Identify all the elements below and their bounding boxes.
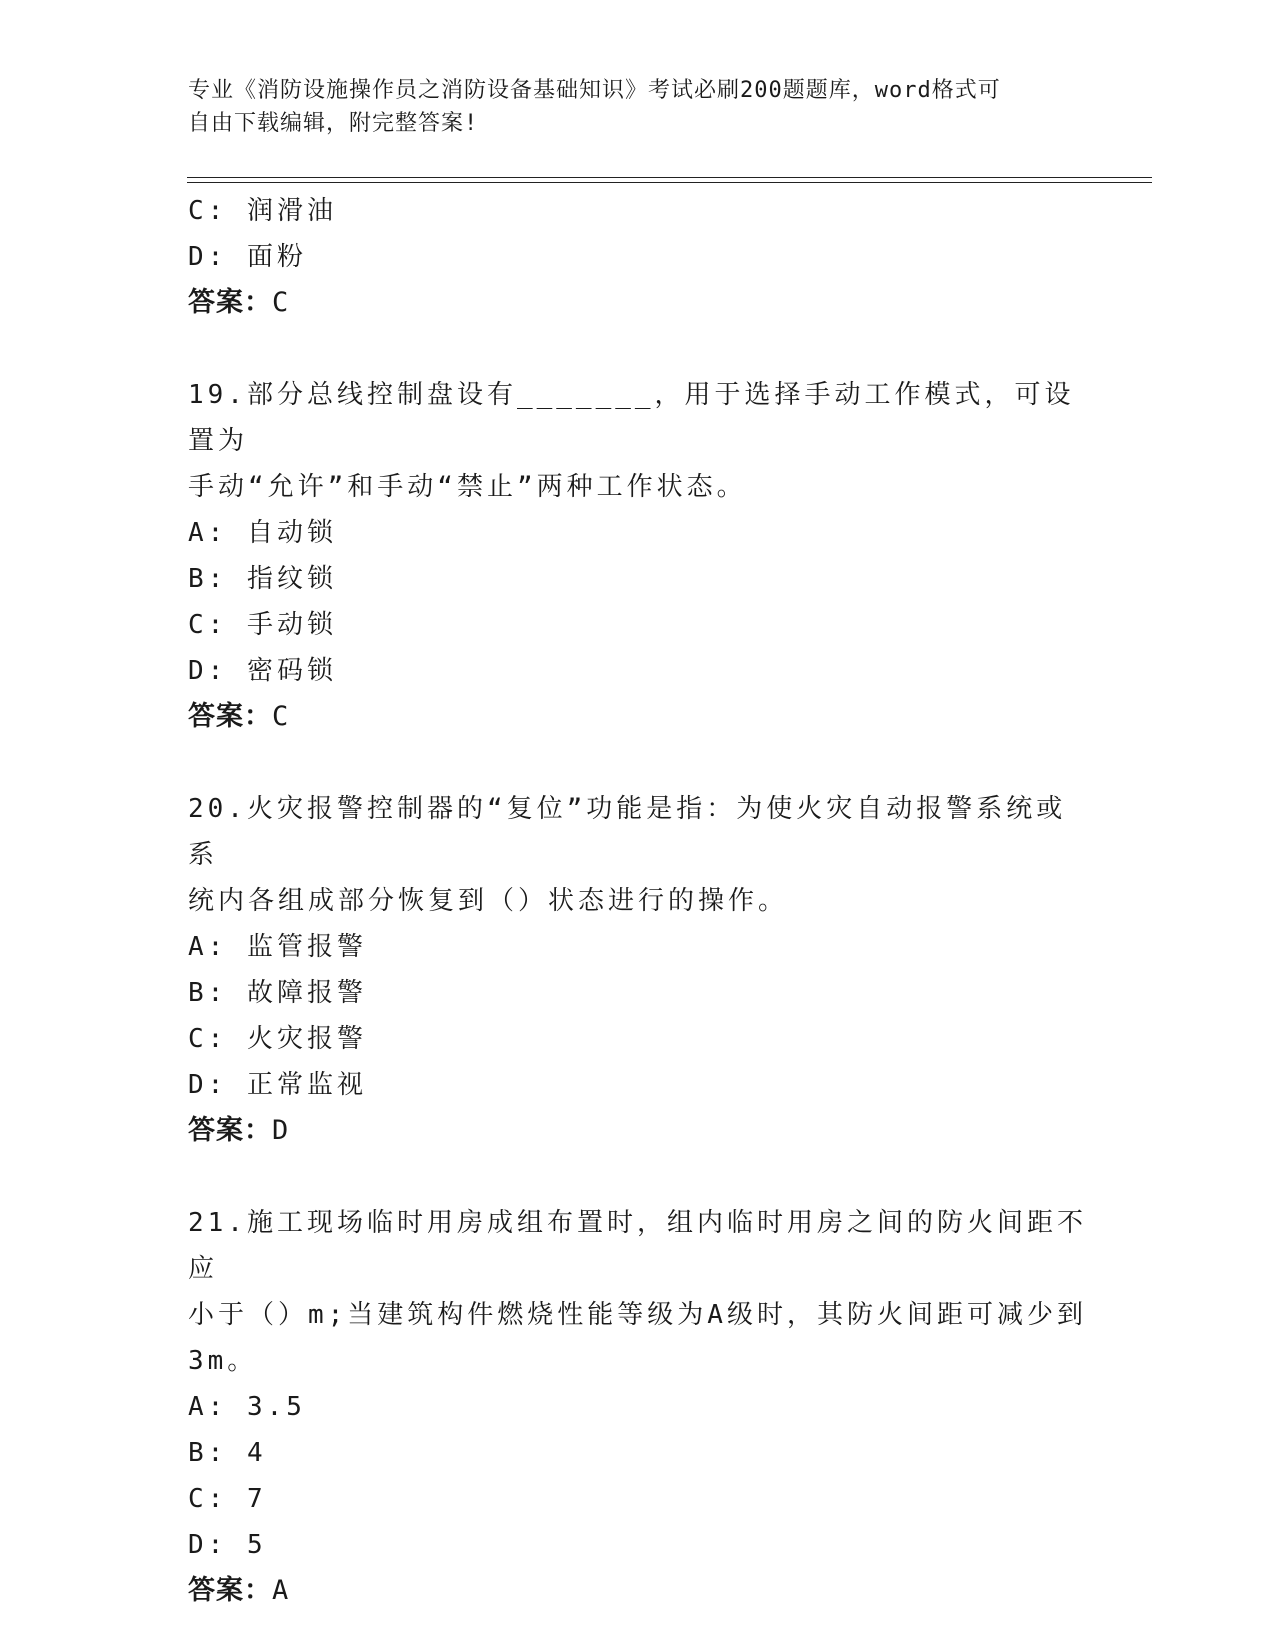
question-21 [188,1200,1088,1614]
option-d: D: 正常监视 [188,1070,367,1100]
answer-label: 答案： [188,287,272,318]
option-a: A: 自动锁 [188,518,337,548]
option-d: D: 面粉 [188,242,307,272]
option-a: A: 3.5 [188,1392,306,1422]
answer-value: C [272,701,290,732]
stem-line: 小于（）m;当建筑构件燃烧性能等级为A级时，其防火间距可减少到 [188,1300,1087,1330]
header-line-2: 自由下载编辑，附完整答案! [188,111,479,136]
question-20 [188,786,1088,1154]
stem-line: 21.施工现场临时用房成组布置时，组内临时用房之间的防火间距不应 [188,1208,1087,1284]
option-d: D: 5 [188,1530,267,1560]
option-c: C: 手动锁 [188,610,337,640]
stem-line: 手动“允许”和手动“禁止”两种工作状态。 [188,472,747,502]
stem-line: 19.部分总线控制盘设有_______，用于选择手动工作模式，可设置为 [188,380,1075,456]
option-c: C: 润滑油 [188,196,337,226]
option-d: D: 密码锁 [188,656,337,686]
stem-line: 20.火灾报警控制器的“复位”功能是指：为使火灾自动报警系统或系 [188,794,1067,870]
answer-line [188,1108,1088,1154]
header-line-1: 专业《消防设施操作员之消防设备基础知识》考试必刷200题题库，word格式可 [188,78,1001,103]
answer-line [188,1568,1088,1614]
option-b: B: 故障报警 [188,978,367,1008]
document-header [188,74,1088,140]
answer-line [188,694,1088,740]
option-b: B: 指纹锁 [188,564,337,594]
answer-label: 答案： [188,1115,272,1146]
answer-label: 答案： [188,701,272,732]
question-stem [188,372,1088,510]
question-stem [188,1200,1088,1384]
header-divider [187,177,1152,183]
question-18-tail [188,188,1088,326]
option-c: C: 7 [188,1484,267,1514]
answer-label: 答案： [188,1575,272,1606]
option-b: B: 4 [188,1438,267,1468]
stem-line: 统内各组成部分恢复到（）状态进行的操作。 [188,886,789,916]
option-a: A: 监管报警 [188,932,367,962]
answer-value: A [272,1575,290,1606]
option-c: C: 火灾报警 [188,1024,367,1054]
document-body [188,188,1088,1614]
question-19 [188,372,1088,740]
stem-line: 3m。 [188,1346,258,1376]
question-stem [188,786,1088,924]
answer-value: C [272,287,290,318]
answer-line [188,280,1088,326]
answer-value: D [272,1115,290,1146]
